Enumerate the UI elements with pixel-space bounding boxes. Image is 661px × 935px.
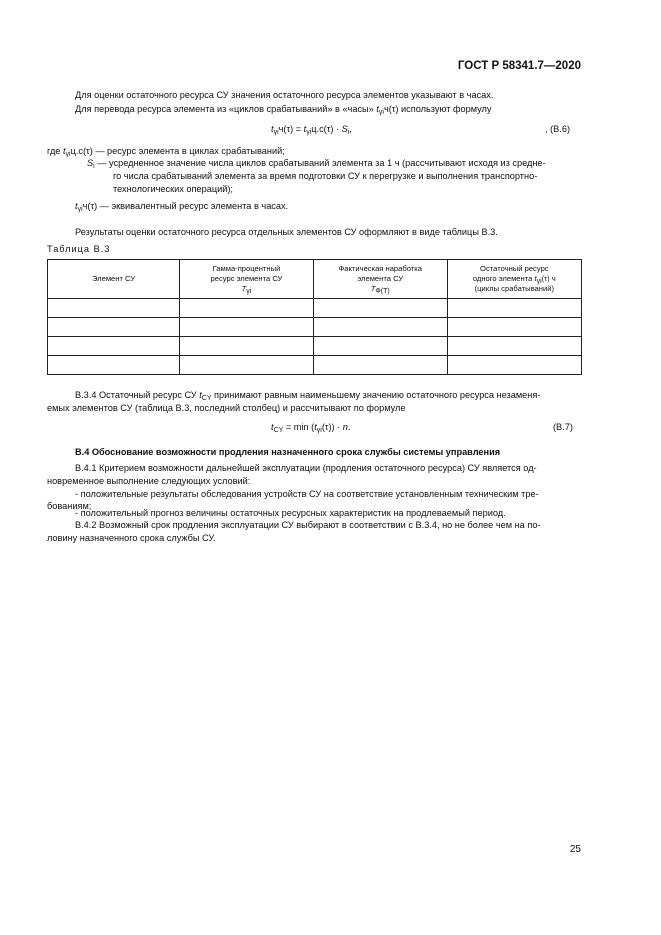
section-b4-heading: В.4 Обоснование возможности продления назначенного срока службы системы управления — [75, 447, 501, 457]
formula-b6: $t_{\gamma i}ч(\tau) = t_{\gamma i}ц.с(\tau) \cdot S_i$, — [271, 124, 352, 136]
clause-b42-line2: ловину назначенного срока службы СУ. — [47, 533, 216, 543]
clause-b34-line2: емых элементов СУ (таблица В.3, последний столбец) и рассчитывают по формуле — [47, 403, 406, 413]
clause-b42-line1: В.4.2 Возможный срок продления эксплуатации СУ выбирают в соответствии с В.3.4, но не более чем на по- — [75, 520, 541, 530]
table-header-element: Элемент СУ — [48, 260, 180, 299]
table-row — [48, 318, 582, 337]
table-row — [48, 356, 582, 375]
clause-b41-bullet1: - положительные результаты обследования устройств СУ на соответствие установленным техническим тре- — [75, 489, 539, 499]
paragraph-conversion: Для перевода ресурса элемента из «циклов срабатываний» в «часы» $t_{\gamma i}ч(\tau)$ используют формулу — [75, 104, 492, 116]
clause-b41-line2: новременное выполнение следующих условий: — [47, 476, 251, 486]
table-header-actual-operation: Фактическая наработка элемента СУ $T_{Ф(T)}$ — [313, 260, 447, 299]
paragraph-table-intro: Результаты оценки остаточного ресурса отдельных элементов СУ оформляют в виде таблицы В.3. — [75, 227, 498, 237]
paragraph-residual-hours: Для оценки остаточного ресурса СУ значения остаточного ресурса элементов указывают в часах. — [75, 90, 494, 100]
clause-b41-line1: В.4.1 Критерием возможности дальнейшей эксплуатации (продления остаточного ресурса) СУ является од- — [75, 463, 537, 473]
where-term-cycles: где $t_{\gamma i}ц.с(\tau)$ — ресурс элемента в циклах срабатываний; — [47, 146, 285, 158]
clause-b41-bullet1-cont: бованиям; — [47, 501, 92, 511]
where-term-si-cont2: технологических операций); — [113, 184, 233, 194]
document-header-code: ГОСТ Р 58341.7—2020 — [457, 60, 581, 72]
residual-resource-table — [47, 259, 582, 375]
where-term-hours: $t_{\gamma i}ч(\tau)$ — эквивалентный ресурс элемента в часах. — [75, 201, 289, 213]
clause-b41-bullet2: - положительный прогноз величины остаточных ресурсных характеристик на продлеваемый период. — [75, 508, 506, 518]
where-term-si: $S_i$ — усредненное значение числа циклов срабатываний элемента за 1 ч (рассчитывают исходя из средне- — [87, 158, 546, 170]
where-term-si-cont1: го числа срабатываний элемента за время подготовки СУ к перегрузке и выполнения транспортно- — [113, 171, 538, 181]
table-header-residual-resource: Остаточный ресурс одного элемента $t_{\gamma i}(\tau)$ ч (циклы срабатываний) — [447, 260, 581, 299]
table-caption: Таблица В.3 — [47, 244, 111, 254]
formula-b6-label: , (В.6) — [545, 124, 571, 134]
table-row — [48, 337, 582, 356]
formula-b7-label: (В.7) — [553, 422, 573, 432]
table-header-gamma-resource: Гамма-процентный ресурс элемента СУ $T_{\gamma i}$ — [180, 260, 314, 299]
table-header-row — [48, 260, 582, 299]
clause-b34-line1: В.3.4 Остаточный ресурс СУ $t_{CY}$ принимают равным наименьшему значению остаточного ресурса незаменя- — [75, 390, 541, 402]
formula-b7: $t_{CY} = \min (t_{\gamma i}(\tau)) \cdot n$. — [271, 422, 351, 434]
table-row — [48, 299, 582, 318]
page-number: 25 — [569, 844, 581, 855]
